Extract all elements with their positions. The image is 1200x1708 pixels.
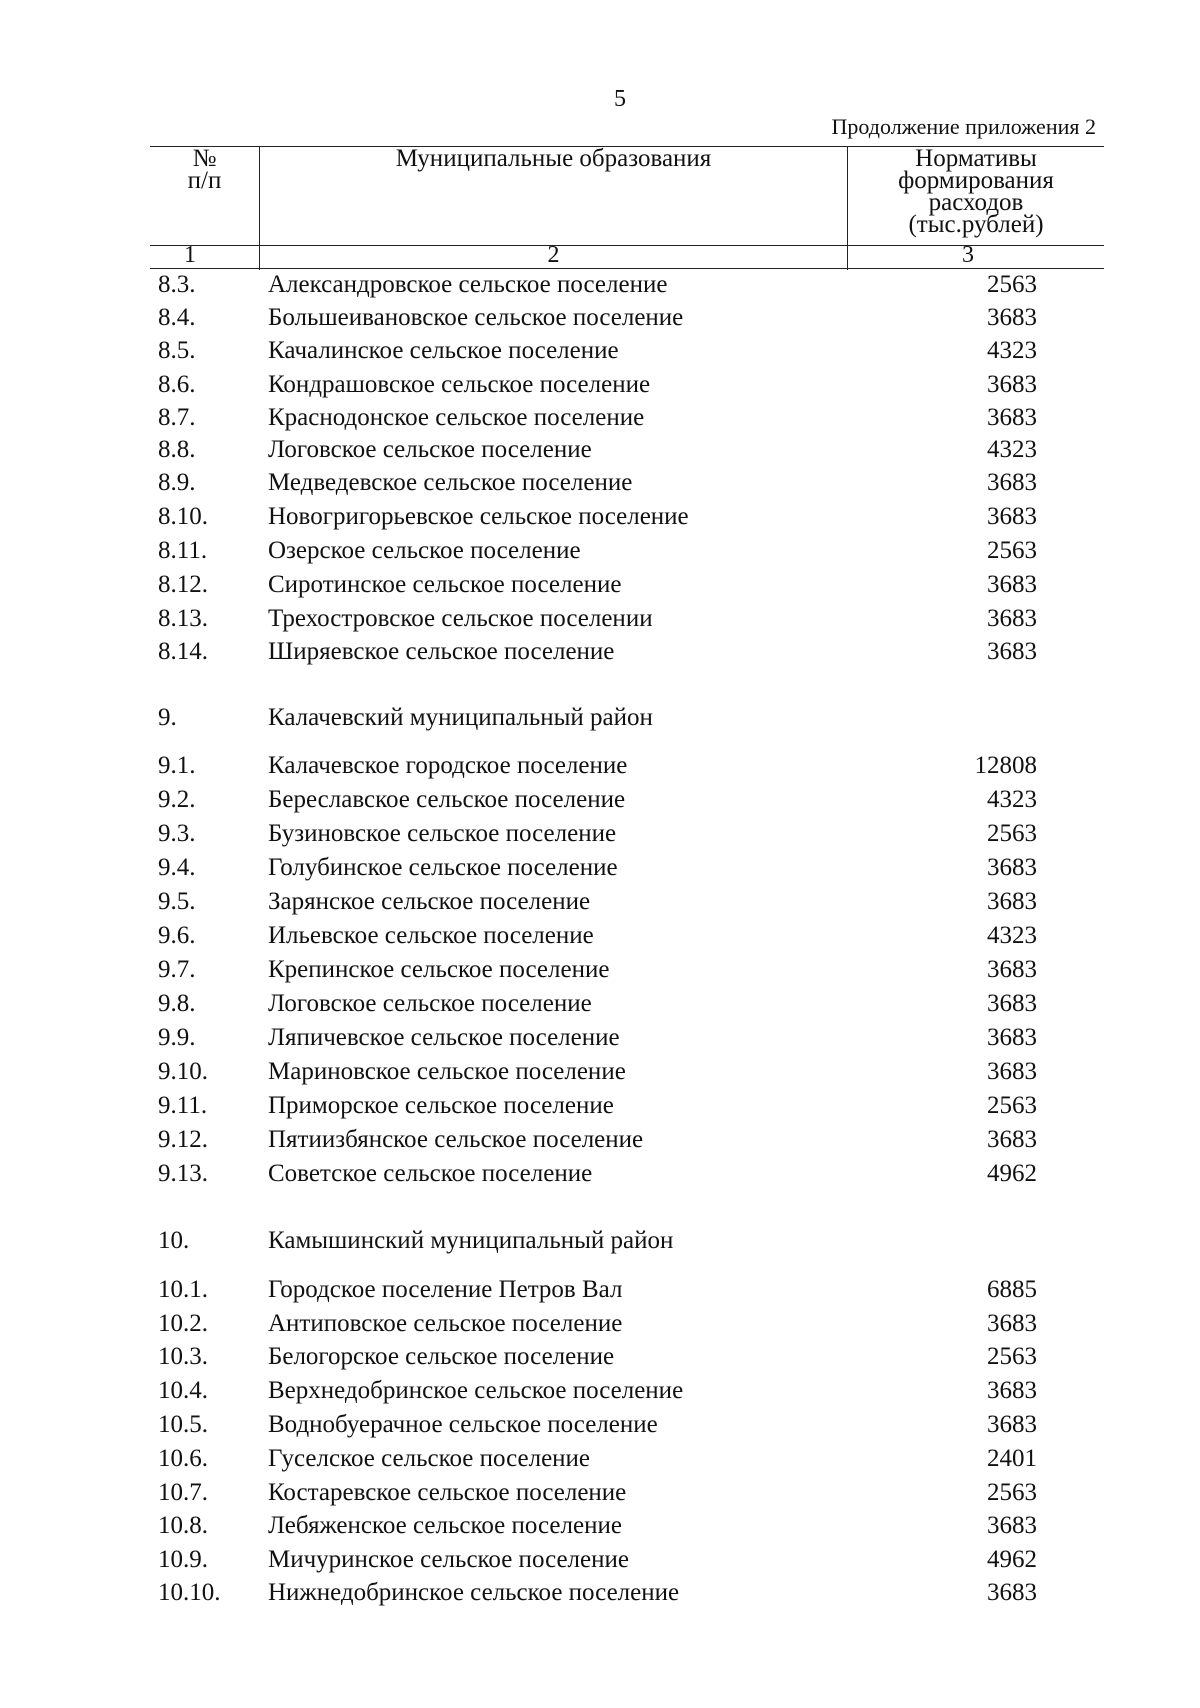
table-row <box>0 1274 1200 1306</box>
row-municipality: Калачевское городское поселение <box>268 752 628 779</box>
page-number: 5 <box>614 86 626 112</box>
row-municipality: Советское сельское поселение <box>268 1160 593 1187</box>
row-number: 9.11. <box>158 1092 208 1119</box>
row-municipality: Трехостровское сельское поселении <box>268 605 653 632</box>
header-norms-line4: (тыс.рублей) <box>908 211 1044 238</box>
table-row <box>0 954 1200 986</box>
row-norm-value: 3683 <box>987 503 1037 530</box>
row-norm-value: 3683 <box>987 956 1037 983</box>
row-number: 8.8. <box>158 436 196 463</box>
table-row <box>0 1158 1200 1190</box>
row-number: 9.4. <box>158 854 196 881</box>
row-norm-value: 3683 <box>987 1512 1037 1539</box>
row-number: 9.7. <box>158 956 196 983</box>
table-row <box>0 302 1200 334</box>
row-number: 9.6. <box>158 922 196 949</box>
row-municipality: Воднобуерачное сельское поселение <box>268 1411 658 1438</box>
row-norm-value: 4962 <box>987 1546 1037 1573</box>
row-number: 9.1. <box>158 752 196 779</box>
row-number: 8.11. <box>158 537 208 564</box>
row-norm-value: 2563 <box>987 1479 1037 1506</box>
row-number: 10.8. <box>158 1512 208 1539</box>
table-row <box>0 784 1200 816</box>
row-municipality: Нижнедобринское сельское поселение <box>268 1579 680 1606</box>
row-number: 9.3. <box>158 820 196 847</box>
row-norm-value: 4323 <box>987 337 1037 364</box>
row-norm-value: 3683 <box>987 605 1037 632</box>
table-row <box>0 886 1200 918</box>
table-row <box>0 402 1200 434</box>
row-number: 10.1. <box>158 1276 208 1303</box>
row-number: 8.9. <box>158 469 196 496</box>
header-number-symbol: № <box>192 145 217 172</box>
row-municipality: Александровское сельское поселение <box>268 271 668 298</box>
row-norm-value: 3683 <box>987 1310 1037 1337</box>
row-municipality: Большеивановское сельское поселение <box>268 304 684 331</box>
row-number: 9.10. <box>158 1058 208 1085</box>
row-norm-value: 3683 <box>987 1377 1037 1404</box>
table-row <box>0 750 1200 782</box>
row-municipality: Гуселское сельское поселение <box>268 1445 591 1472</box>
row-number: 9.13. <box>158 1160 208 1187</box>
row-norm-value: 3683 <box>987 1126 1037 1153</box>
row-norm-value: 12808 <box>974 752 1037 779</box>
row-norm-value: 3683 <box>987 1579 1037 1606</box>
row-norm-value: 3683 <box>987 888 1037 915</box>
row-number: 8.14. <box>158 638 208 665</box>
table-row <box>0 852 1200 884</box>
row-municipality: Костаревское сельское поселение <box>268 1479 627 1506</box>
table-row <box>0 467 1200 499</box>
row-municipality: Ильевское сельское поселение <box>268 922 594 949</box>
row-municipality: Зарянское сельское поселение <box>268 888 591 915</box>
row-norm-value: 3683 <box>987 469 1037 496</box>
row-norm-value: 3683 <box>987 854 1037 881</box>
table-row <box>0 1308 1200 1340</box>
row-norm-value: 4962 <box>987 1160 1037 1187</box>
row-municipality: Ширяевское сельское поселение <box>268 638 615 665</box>
section-row <box>0 702 1200 734</box>
row-number: 10.2. <box>158 1310 208 1337</box>
column-number-1: 1 <box>184 242 196 268</box>
table-row <box>0 1544 1200 1576</box>
table-row <box>0 369 1200 401</box>
row-number: 10.3. <box>158 1343 208 1370</box>
row-municipality: Пятиизбянское сельское поселение <box>268 1126 644 1153</box>
table-row <box>0 920 1200 952</box>
row-municipality: Приморское сельское поселение <box>268 1092 614 1119</box>
row-number: 9.9. <box>158 1024 196 1051</box>
table-row <box>0 988 1200 1020</box>
row-norm-value: 4323 <box>987 436 1037 463</box>
header-norms-line2: формирования <box>898 167 1054 194</box>
row-number: 8.10. <box>158 503 208 530</box>
table-row <box>0 603 1200 635</box>
row-norm-value: 4323 <box>987 922 1037 949</box>
row-number: 10.5. <box>158 1411 208 1438</box>
row-norm-value: 3683 <box>987 1058 1037 1085</box>
appendix-continuation-label: Продолжение приложения 2 <box>831 114 1096 139</box>
row-municipality: Городское поселение Петров Вал <box>268 1276 623 1303</box>
table-row <box>0 335 1200 367</box>
row-norm-value: 2563 <box>987 820 1037 847</box>
row-number: 8.4. <box>158 304 196 331</box>
row-municipality: Крепинское сельское поселение <box>268 956 610 983</box>
row-number: 10.7. <box>158 1479 208 1506</box>
row-number: 10.10. <box>158 1579 221 1606</box>
row-norm-value: 3683 <box>987 304 1037 331</box>
table-row <box>0 1056 1200 1088</box>
table-row <box>0 1375 1200 1407</box>
table-row <box>0 1124 1200 1156</box>
table-row <box>0 434 1200 466</box>
column-number-2: 2 <box>547 242 560 268</box>
row-number: 8.6. <box>158 371 196 398</box>
row-norm-value: 3683 <box>987 571 1037 598</box>
table-row <box>0 1443 1200 1475</box>
table-row <box>0 1477 1200 1509</box>
header-norms-line1: Нормативы <box>915 145 1037 172</box>
row-norm-value: 2563 <box>987 537 1037 564</box>
row-norm-value: 2563 <box>987 1092 1037 1119</box>
row-norm-value: 4323 <box>987 786 1037 813</box>
row-number: 9.2. <box>158 786 196 813</box>
row-number: 8.3. <box>158 271 196 298</box>
row-number: 10.9. <box>158 1546 208 1573</box>
row-number: 9.12. <box>158 1126 208 1153</box>
row-municipality: Новогригорьевское сельское поселение <box>268 503 689 530</box>
header-number-abbrev: п/п <box>187 167 222 194</box>
table-row <box>0 501 1200 533</box>
row-municipality: Камышинский муниципальный район <box>268 1227 674 1254</box>
table-row <box>0 1090 1200 1122</box>
table-row <box>0 1341 1200 1373</box>
row-municipality: Береславское сельское поселение <box>268 786 626 813</box>
row-norm-value: 2563 <box>987 271 1037 298</box>
row-municipality: Голубинское сельское поселение <box>268 854 618 881</box>
row-norm-value: 3683 <box>987 1411 1037 1438</box>
row-municipality: Мичуринское сельское поселение <box>268 1546 629 1573</box>
row-norm-value: 3683 <box>987 1024 1037 1051</box>
row-norm-value: 2563 <box>987 1343 1037 1370</box>
row-municipality: Логовское сельское поселение <box>268 436 592 463</box>
table-row <box>0 1577 1200 1609</box>
row-municipality: Качалинское сельское поселение <box>268 337 619 364</box>
row-number: 10.4. <box>158 1377 208 1404</box>
row-number: 8.7. <box>158 404 196 431</box>
row-municipality: Верхнедобринское сельское поселение <box>268 1377 684 1404</box>
row-municipality: Ляпичевское сельское поселение <box>268 1024 620 1051</box>
row-municipality: Лебяженское сельское поселение <box>268 1512 622 1539</box>
section-row <box>0 1225 1200 1257</box>
row-norm-value: 3683 <box>987 404 1037 431</box>
table-row <box>0 636 1200 668</box>
table-row <box>0 569 1200 601</box>
row-municipality: Калачевский муниципальный район <box>268 704 653 731</box>
table-row <box>0 818 1200 850</box>
row-municipality: Бузиновское сельское поселение <box>268 820 617 847</box>
row-norm-value: 3683 <box>987 990 1037 1017</box>
row-municipality: Мариновское сельское поселение <box>268 1058 626 1085</box>
column-number-3: 3 <box>962 242 974 268</box>
table-row <box>0 269 1200 301</box>
table-row <box>0 1022 1200 1054</box>
row-municipality: Краснодонское сельское поселение <box>268 404 645 431</box>
row-municipality: Кондрашовское сельское поселение <box>268 371 651 398</box>
row-number: 9.8. <box>158 990 196 1017</box>
row-number: 9. <box>158 704 177 731</box>
table-row <box>0 535 1200 567</box>
row-number: 9.5. <box>158 888 196 915</box>
header-municipality-column: Муниципальные образования <box>395 145 712 172</box>
row-municipality: Сиротинское сельское поселение <box>268 571 622 598</box>
row-norm-value: 3683 <box>987 638 1037 665</box>
row-number: 8.13. <box>158 605 208 632</box>
row-municipality: Озерское сельское поселение <box>268 537 581 564</box>
header-norms-line3: расходов <box>928 189 1024 216</box>
row-number: 10.6. <box>158 1445 208 1472</box>
row-number: 10. <box>158 1227 190 1254</box>
row-number: 8.5. <box>158 337 196 364</box>
row-municipality: Медведевское сельское поселение <box>268 469 633 496</box>
table-row <box>0 1409 1200 1441</box>
row-norm-value: 6885 <box>987 1276 1037 1303</box>
row-norm-value: 2401 <box>987 1445 1037 1472</box>
row-number: 8.12. <box>158 571 208 598</box>
row-norm-value: 3683 <box>987 371 1037 398</box>
row-municipality: Антиповское сельское поселение <box>268 1310 623 1337</box>
row-municipality: Белогорское сельское поселение <box>268 1343 615 1370</box>
row-municipality: Логовское сельское поселение <box>268 990 592 1017</box>
table-row <box>0 1510 1200 1542</box>
